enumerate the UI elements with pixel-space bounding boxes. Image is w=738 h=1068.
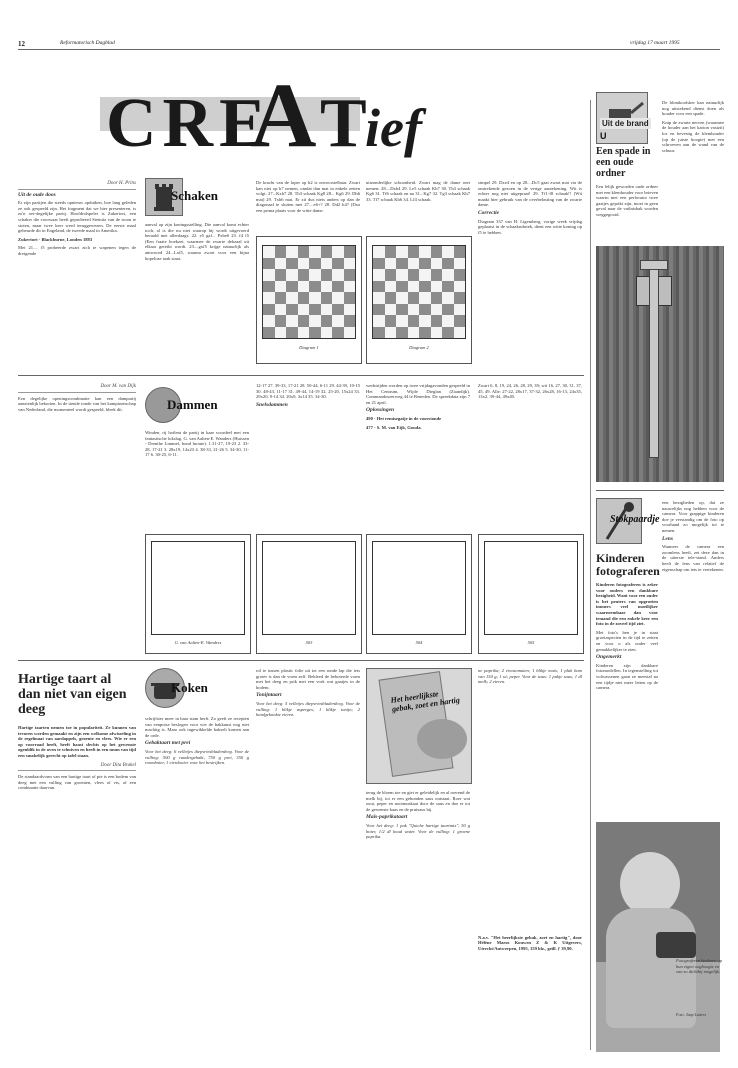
chess-square bbox=[373, 327, 385, 339]
svg-text:CRE: CRE bbox=[106, 85, 272, 162]
stokpaardje-body2: Kinderen zijn dankbare fotomodellen. In tegenstelling tot volwassenen gaan ze meestal na een tijdje niet meer letten op de camera. bbox=[596, 662, 658, 691]
chess-square bbox=[332, 258, 344, 270]
chess-square bbox=[263, 258, 275, 270]
chess-square bbox=[275, 269, 287, 281]
chess-square bbox=[373, 246, 385, 258]
chess-square bbox=[396, 292, 408, 304]
schaken-col3: De kracht van de loper op b2 is onvoorstelbaar. Zwart kan niet op h7 nemen, omdat dan mat in enkele zetten volgt: 27...Kxh7 28. Th3 schaak Kg8 28... Kg6 29. Dh6 mat) 29. Txh6 mat. Er zit dus niets anders op dan de diagonaal te sluiten met 27....e6+? 28. Dd2 h4? (Dxa een prima plaats voor de witte dame. bbox=[256, 180, 360, 213]
chess-square bbox=[454, 315, 466, 327]
chess-square bbox=[286, 304, 298, 316]
chess-square bbox=[408, 258, 420, 270]
chess-square bbox=[408, 315, 420, 327]
chess-square bbox=[419, 315, 431, 327]
chess-square bbox=[454, 292, 466, 304]
chess-square bbox=[321, 327, 333, 339]
chess-square bbox=[332, 292, 344, 304]
cookbook-title: Het heerlijkste gebak, zoet en hartig bbox=[390, 689, 461, 714]
koken-col5-text: ne paprika; 2 eiwstomaten; 1 blikje maïs; 1 plak ham van 150 g; 1 ui; peper. Voor de saus: 1 pakje saus; 1 dl melk; 2 eieren. bbox=[478, 668, 582, 685]
chess-square bbox=[419, 269, 431, 281]
chess-square bbox=[298, 304, 310, 316]
chess-square bbox=[321, 258, 333, 270]
chess-square bbox=[275, 292, 287, 304]
chess-square bbox=[321, 292, 333, 304]
chess-diagram-1 bbox=[256, 236, 362, 364]
chess-square bbox=[431, 315, 443, 327]
svg-text:T: T bbox=[320, 85, 367, 162]
draughts-diagram-504 bbox=[366, 534, 472, 654]
chess-square bbox=[332, 327, 344, 339]
chess-square bbox=[309, 292, 321, 304]
schaken-correctie-head: Correctie bbox=[478, 209, 500, 216]
chess-square bbox=[286, 292, 298, 304]
koken-tonijn-head: Tonijntaart bbox=[256, 692, 282, 699]
chess-square bbox=[454, 327, 466, 339]
page-number: 12 bbox=[18, 40, 25, 48]
schaken-correctie: Diagram 337 van H. Ligemberg, vorige week vrijdag geplaatst in de schaakrubriek, dient een witte koning op f5 te hebben. bbox=[478, 218, 582, 235]
dammen-oplossingen-head: Oplossingen bbox=[366, 407, 395, 414]
chess-board-2 bbox=[372, 245, 466, 339]
chess-square bbox=[419, 327, 431, 339]
section-title-graphic bbox=[100, 62, 520, 162]
chess-square bbox=[286, 269, 298, 281]
tuin-col-top: Knip de zwarte nerven (waarmee de houder aan het karton vastzit) los en bevestig de klemhouder (op de juiste hoogte) met een schroeven aan de wand van de schuur. bbox=[662, 119, 724, 153]
chess-square bbox=[396, 246, 408, 258]
draughts-caption-1: G. van Aalten-E. Wanders bbox=[174, 640, 222, 645]
svg-text:U: U bbox=[600, 131, 607, 141]
chess-square bbox=[408, 292, 420, 304]
draughts-board-1 bbox=[151, 541, 245, 635]
chess-square bbox=[263, 292, 275, 304]
dammen-col3 bbox=[256, 383, 360, 528]
chess-square bbox=[332, 269, 344, 281]
chess-square bbox=[263, 281, 275, 293]
koken-label: Koken bbox=[171, 680, 208, 695]
koken-col1-text: De standaardvorm van een hartige taart of pie is een bodem van deeg met een vulling van groenten, vlees of vis, of een combinatie daarvan. bbox=[18, 774, 136, 791]
chess-square bbox=[396, 327, 408, 339]
dammen-snel-head: Snelsdammen bbox=[256, 401, 288, 408]
stokpaardje-ongemerkt-head: Ongemerkt bbox=[596, 654, 622, 661]
chess-square bbox=[332, 281, 344, 293]
koken-col4 bbox=[366, 790, 470, 1056]
chess-square bbox=[396, 269, 408, 281]
chess-square bbox=[385, 292, 397, 304]
draughts-caption-503: 503 bbox=[305, 640, 313, 645]
stokpaardje-headline: Kinderen fotograferen bbox=[596, 551, 660, 578]
schaken-game-header: Zukertort - Blackburne, Londen 1883 bbox=[18, 236, 93, 242]
chess-square bbox=[454, 258, 466, 270]
chess-square bbox=[454, 269, 466, 281]
stokpaardje-label: Stokpaardje bbox=[610, 514, 660, 525]
chess-square bbox=[275, 315, 287, 327]
dammen-sol-name: 477 - S. M. van Eijk, Gouda. bbox=[366, 424, 422, 430]
dammen-logo bbox=[145, 387, 225, 427]
date: vrijdag 17 maart 1995 bbox=[630, 40, 680, 46]
draughts-diagram-1 bbox=[145, 534, 251, 654]
koken-logo bbox=[145, 668, 235, 714]
koken-lead: Hartige taarten nemen toe in populariteit. Ze kunnen van tevoren worden gemaakt en zijn een welkome afwisseling in de regelmaat van aardappels, groente en vlees. Wie er een op voorraad heeft, heeft haast slechts op het gewenste ogenblik in de oven te schuiven en heeft in een mum van tijd een smakelijk gerecht op tafel staan. bbox=[18, 725, 136, 758]
koken-prei-recipe: Voor het deeg: 6 velletjes diepvriesbladerdeeg. Voor de vulling: 500 g rundergehakt, 750 g prei, 350 g roomboter, 1 eierdooier voor het bestrijken. bbox=[145, 748, 249, 766]
chess-square bbox=[431, 327, 443, 339]
chess-square bbox=[344, 304, 356, 316]
chess-square bbox=[298, 281, 310, 293]
draughts-board-504 bbox=[372, 541, 466, 635]
chess-square bbox=[385, 304, 397, 316]
chess-diagram-2 bbox=[366, 236, 472, 364]
section-title-banner bbox=[100, 62, 520, 162]
stokpaardje-col2b: Wanneer de camera een zoomlens heeft, zet deze dan in de uiterste tele-stand. Anders heeft de lens van relatief de eigenschap om iets te vertekenen. bbox=[662, 544, 724, 572]
draughts-board-503 bbox=[262, 541, 356, 635]
tuin-headline: Een spade in een oude ordner bbox=[596, 146, 651, 179]
stokpaardje-col2 bbox=[662, 500, 724, 818]
chess-square bbox=[442, 327, 454, 339]
schaken-logo bbox=[145, 178, 225, 220]
chess-square bbox=[373, 292, 385, 304]
chess-square bbox=[344, 315, 356, 327]
chess-square bbox=[275, 327, 287, 339]
chess-square bbox=[385, 327, 397, 339]
chess-square bbox=[442, 304, 454, 316]
chess-square bbox=[286, 315, 298, 327]
chess-square bbox=[373, 315, 385, 327]
diagram-1-caption: Diagram 1 bbox=[299, 345, 319, 350]
koken-col2 bbox=[145, 716, 249, 1056]
chess-square bbox=[286, 327, 298, 339]
schaken-intro: Er zijn partijen die steeds opnieuw opduiken, hoe lang geleden ze ook gespeeld zijn. Het fragment dat we hier presenteren, is zo'n oer-degelijke partij. Hoofdrolspeler is Zukertort, een schaker die voorwaar heeft geprobeerd Steinitz van de troon te stoten, maar twee keer werd teruggewezen. De eerste maal gebeurde dit in Engeland, de tweede maal in Amerika. bbox=[18, 200, 136, 234]
child-photo bbox=[596, 822, 720, 1052]
chess-square bbox=[431, 292, 443, 304]
dammen-col3-text: 12-17 27. 39-33, 17-21 28. 50-44, 6-11 29. 44-39, 10-15 30. 48-43, 11-17 31. 49-44, 14-19 32. 25-20, 15x24 33. 29x20, 9-14 34. 20x9, 3x14 35. 34-30. bbox=[256, 383, 360, 400]
schaken-col4: uitzonderlijke schoonheid. Zwart mag de dame niet nemen: 28....Dxb4 29. Le5 schaak Kh7 30. Th3 schaak Kg6 31. Tf6 schaak en na 31...Kg7 32. Tg3 schaak Kh7 33. Tf7 schaak Kh6 34. Lf4 schaak. bbox=[366, 180, 470, 202]
chess-square bbox=[385, 315, 397, 327]
chess-square bbox=[298, 258, 310, 270]
chess-square bbox=[442, 258, 454, 270]
chess-square bbox=[263, 269, 275, 281]
chess-square bbox=[344, 269, 356, 281]
chess-square bbox=[373, 281, 385, 293]
cookbook-photo bbox=[366, 668, 472, 784]
chess-square bbox=[408, 269, 420, 281]
chess-square bbox=[309, 269, 321, 281]
chess-square bbox=[321, 304, 333, 316]
dammen-col4-text: wedstrijden worden op twee vrijdagavonden gespeeld in Het Centrum, Wijde Dieglan (Zaandijk). Commandoseerweg 44 te Beneden. De spreekdata zijn 7 en 21 april. bbox=[366, 383, 470, 405]
schaken-game-intro: Met 21.... f5 probeerde zwart zich te wapenen tegen de dreigende bbox=[18, 245, 136, 256]
dammen-col5: Zwart 6, 8, 19, 24, 26, 28, 29, 39; wit 16, 27, 30, 31, 37, 45, 49. Alle: 27-22, 28x17, 37-32, 26x28, 16-13, 24x35, 13x2, 39-44, 49x40. bbox=[478, 383, 582, 400]
chess-square bbox=[275, 246, 287, 258]
tuin-caption: De blomkoolsker kan natuurlijk nog uitstekend dienst doen als houder voor een spade. bbox=[662, 100, 724, 117]
chess-square bbox=[419, 281, 431, 293]
chess-square bbox=[332, 315, 344, 327]
chess-square bbox=[298, 269, 310, 281]
chess-square bbox=[263, 327, 275, 339]
koken-prei-head: Gebaktaart met prei bbox=[145, 740, 191, 747]
chess-square bbox=[298, 327, 310, 339]
schaken-col5 bbox=[478, 180, 582, 365]
chess-square bbox=[263, 304, 275, 316]
chess-square bbox=[332, 304, 344, 316]
chess-square bbox=[419, 246, 431, 258]
chess-square bbox=[431, 304, 443, 316]
chess-square bbox=[454, 246, 466, 258]
chess-square bbox=[373, 304, 385, 316]
stokpaardje-lead: Kinderen fotograferen is zeker voor ouders een dankbare bezigheid. Want voor een ouder is het peuters van opgroeien immers veel moeilijker waarneembaar dan voor iemand die een enkele keer een foto in de zoveel tijd ziet. bbox=[596, 582, 658, 627]
chess-square bbox=[431, 258, 443, 270]
chess-square bbox=[275, 281, 287, 293]
chess-square bbox=[454, 281, 466, 293]
chess-square bbox=[321, 315, 333, 327]
chess-square bbox=[408, 304, 420, 316]
chess-square bbox=[321, 246, 333, 258]
dammen-intro: Een degelijke openingscombinatie kan een dampartij aanzienlijk bekorten. In de tiende ronde van het kampioenschap van Nederland, die momenteel wordt gespeeld, bleek dit. bbox=[18, 395, 136, 412]
chess-square bbox=[332, 246, 344, 258]
koken-col3-text: rol te tussen plastic folie uit tot een ronde lap die iets groter is dan de vorm zelf. Bekleed de beboterde vorm met het deeg en prik met een vork wat gaatjes in de bodem. bbox=[256, 668, 360, 690]
child-photo-credit: Foto: Jaap Lutters bbox=[676, 1012, 706, 1017]
chess-square bbox=[431, 269, 443, 281]
svg-text:ief: ief bbox=[365, 98, 422, 158]
chess-square bbox=[275, 304, 287, 316]
chess-square bbox=[419, 258, 431, 270]
chess-square bbox=[263, 246, 275, 258]
chess-square bbox=[396, 315, 408, 327]
stokpaardje-lens-head: Lens bbox=[662, 535, 673, 542]
chess-square bbox=[309, 281, 321, 293]
stokpaardje-col2-text: een beziglieden op, dat ze nauwelijks nog hebben voor de camera. Voor grappige kinderen doe je verstandig om de foto op voorhand zo mogelijk tot te nemen. bbox=[662, 500, 724, 533]
chess-square bbox=[385, 281, 397, 293]
chess-square bbox=[396, 281, 408, 293]
chess-square bbox=[263, 315, 275, 327]
chess-square bbox=[309, 304, 321, 316]
chess-square bbox=[442, 281, 454, 293]
chess-square bbox=[419, 304, 431, 316]
chess-board-1 bbox=[262, 245, 356, 339]
chess-square bbox=[286, 258, 298, 270]
chess-square bbox=[298, 292, 310, 304]
section-title-text bbox=[0, 0, 1, 1]
chess-square bbox=[442, 269, 454, 281]
draughts-diagram-505 bbox=[478, 534, 584, 654]
chess-square bbox=[309, 258, 321, 270]
dammen-byline: Door M. van Dijk bbox=[18, 383, 136, 393]
schaken-col2: aanval op zijn koningsstelling. Die aanval komt echter toch, al is die nu niet waarop hij wordt uitgevoerd beraald met allerdaags. 22. e5 gaf... Pxbe6 23. f4 f5 (Een fraaie hoekzet, waarmee de zwarte dekzaal uit elkaar gereikt wordt. 23....gxf5 krijge natuurlijk als antwoord 24...Lxf5, waarna zwart voor een bijna hopeloze taak staat. bbox=[145, 222, 249, 261]
paper-name: Reformatorisch Dagblad bbox=[60, 40, 115, 46]
chess-square bbox=[321, 281, 333, 293]
koken-tonijn-recipe: Voor het deeg: 5 velletjes diepvriesbladerdeeg. Voor de vulling: 1 blikje asperges; 1 blikje tonijn; 2 hardgekookte eieren. bbox=[256, 700, 360, 718]
chess-square bbox=[286, 246, 298, 258]
chess-square bbox=[275, 258, 287, 270]
koken-col5 bbox=[478, 668, 582, 1056]
koken-mais-head: Maïs-paprikataart bbox=[366, 814, 408, 821]
chess-square bbox=[385, 269, 397, 281]
chess-square bbox=[408, 327, 420, 339]
chess-square bbox=[298, 315, 310, 327]
draughts-board-505 bbox=[484, 541, 578, 635]
chess-square bbox=[309, 246, 321, 258]
dammen-col2: Winden, rij hoilent de partij in haar voordeel met een fantastische lokslag. G. van Aalten-E. Wanders (Huissen - Drenthe Limmel, bond hroute). 1.31-27, 19-23 2. 33-28, 17-21 3. 28x19, 14x23 4. 38-33, 21-26 5. 34-30, 11-17 6. 30-25, 6-11. bbox=[145, 430, 249, 458]
chess-square bbox=[442, 292, 454, 304]
chess-square bbox=[442, 246, 454, 258]
diagram-2-caption: Diagram 2 bbox=[409, 345, 429, 350]
spade-photo bbox=[596, 246, 724, 482]
chess-square bbox=[344, 327, 356, 339]
dammen-sol-label: 490 - Het remisegatje in de voorstonde bbox=[366, 415, 442, 421]
chess-square bbox=[321, 269, 333, 281]
draughts-diagram-503 bbox=[256, 534, 362, 654]
dammen-label: Dammen bbox=[167, 397, 218, 412]
chess-square bbox=[442, 315, 454, 327]
koken-book-info: N.a.v. "Het heerlijkste gebak, zoet en hartig", door Hélène Maros Kouwen Z & K Uitgevers, Utrecht/Antwerpen, 1995, 159 blz., geïll. ƒ 39,90. bbox=[478, 934, 582, 951]
koken-mais-recipe: Voor het deeg: 1 pak "Quiche hartige taartmix", 50 g boter, 1/2 dl koud water. Voor de vulling: 1 groene paprika. bbox=[366, 822, 470, 840]
schaken-subhead: Uit de oude doos bbox=[18, 191, 56, 198]
koken-byline: Door Dita Brakel bbox=[18, 762, 136, 772]
schaken-label: Schaken bbox=[171, 188, 218, 203]
draughts-caption-505: 505 bbox=[527, 640, 535, 645]
chess-square bbox=[385, 258, 397, 270]
koken-col2-text: schrijfster meer in haar stam herft. Zo geeft ze recepten van eenpotse beslogen voor wie de bakkunst nog niet machtig is. Maar ook ingewikkelde bakselt komen aan de orde. bbox=[145, 716, 249, 738]
chess-square bbox=[309, 315, 321, 327]
tuin-label: Uit de brand bbox=[602, 119, 649, 128]
koken-headline: Hartige taart al dan niet van eigen deeg bbox=[18, 672, 127, 717]
chess-square bbox=[385, 246, 397, 258]
child-photo-caption: Fotograferen kinderen op hun eigen ooghoogte en van zo dichtbij mogelijk. bbox=[676, 958, 723, 975]
tuin-caption-top bbox=[662, 100, 724, 244]
chess-square bbox=[344, 281, 356, 293]
chess-square bbox=[344, 292, 356, 304]
chess-square bbox=[298, 246, 310, 258]
schaken-col5-text: simpel 29. Dxe4 en op 28....Dc5 gaat zwart mat via de omtrekende gezoen in de verige aantekening. Wit is echter nog niet uitgepraat! 29. Tf1-f8 schaak!! (Wit maakt hier gebruik van de overbelasting van de zwarte dame. bbox=[478, 180, 582, 208]
chess-square bbox=[373, 258, 385, 270]
chess-square bbox=[286, 281, 298, 293]
chess-square bbox=[396, 258, 408, 270]
stokpaardje-col1 bbox=[596, 582, 658, 812]
chess-square bbox=[408, 281, 420, 293]
koken-col3 bbox=[256, 668, 360, 1056]
stokpaardje-body: Met foto's ben je in staat groeiaspecten in de tijd te zetten en voor u als ouder veel gemakkelijker te zien. bbox=[596, 629, 658, 652]
chess-square bbox=[431, 246, 443, 258]
koken-col1 bbox=[18, 725, 136, 1055]
tuin-body: Een lelijk geworden oude ordner met een klemhouder voor brieven waarin met een perforator twee gaatjes geprikt zijn, moet in geen geval naar de vuilnisbak worden weggegooid. bbox=[596, 184, 658, 217]
chess-square bbox=[344, 246, 356, 258]
chess-square bbox=[454, 304, 466, 316]
chess-square bbox=[344, 258, 356, 270]
draughts-caption-504: 504 bbox=[415, 640, 423, 645]
schaken-col1 bbox=[18, 180, 136, 365]
chess-square bbox=[419, 292, 431, 304]
koken-col4-text: terug de bloem toe en giet er geleidelijk en al roerend de melk bij, tot er een gebonden saus ontstaat. Roer wat zout, peper en nootmuskaat door de saus en doe er tot de gewenste kaas en de prutsaus bij. bbox=[366, 790, 470, 812]
chess-square bbox=[431, 281, 443, 293]
schaken-byline: Door H. Prins bbox=[18, 180, 136, 190]
svg-text:A: A bbox=[250, 64, 317, 162]
chess-square bbox=[396, 304, 408, 316]
dammen-col1 bbox=[18, 383, 136, 653]
chess-square bbox=[309, 327, 321, 339]
chess-square bbox=[373, 269, 385, 281]
chess-square bbox=[408, 246, 420, 258]
dammen-col4 bbox=[366, 383, 470, 528]
